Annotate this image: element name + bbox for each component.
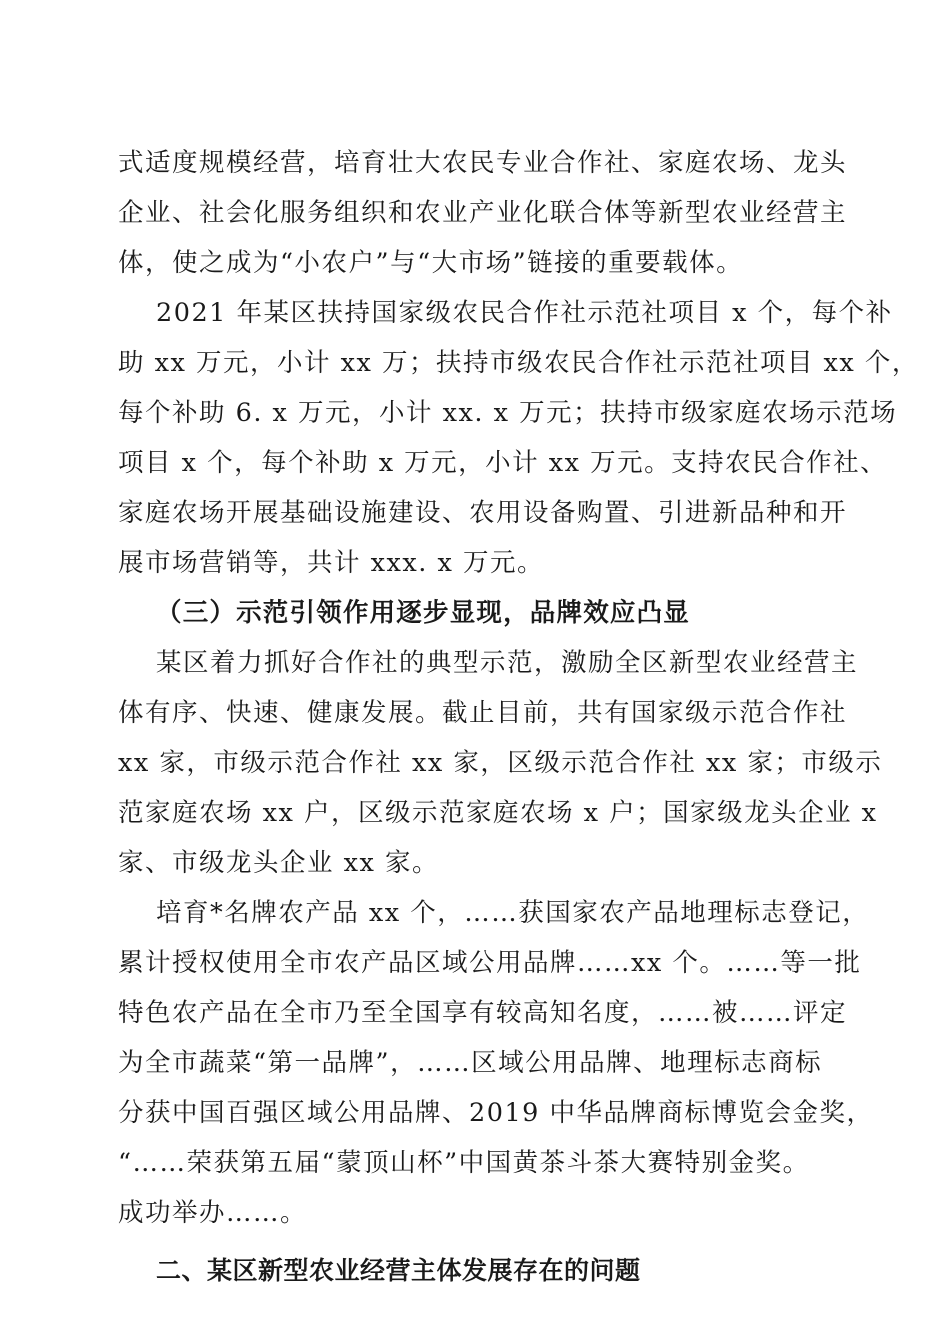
text-line: 式适度规模经营，培育壮大农民专业合作社、家庭农场、龙头 [118,148,848,178]
text-line: “……荣获第五届“蒙顶山杯”中国黄茶斗茶大赛特别金奖。 [118,1148,810,1178]
text-line: 培育*名牌农产品 xx 个，……获国家农产品地理标志登记， [156,898,870,928]
paragraph-2 [118,288,919,588]
text-line: 企业、社会化服务组织和农业产业化联合体等新型农业经营主 [118,198,848,228]
heading-text: 二、某区新型农业经营主体发展存在的问题 [156,1256,641,1285]
text-line: 某区着力抓好合作社的典型示范，激励全区新型农业经营主 [156,648,859,678]
paragraph-1 [118,138,848,288]
text-line: 体有序、快速、健康发展。截止目前，共有国家级示范合作社 [118,698,848,728]
text-line: 成功举办……。 [118,1198,308,1228]
section-heading-2 [118,1246,830,1296]
heading-text: （三）示范引领作用逐步显现，品牌效应凸显 [156,598,691,628]
document-body [118,138,919,1296]
paragraph-4 [118,888,874,1238]
paragraph-3 [118,638,883,888]
text-line: 特色农产品在全市乃至全国享有较高知名度，……被……评定 [118,998,848,1028]
section-heading-3 [118,588,830,638]
text-line: 体，使之成为“小农户”与“大市场”链接的重要载体。 [118,248,744,278]
text-line: xx 家，市级示范合作社 xx 家，区级示范合作社 xx 家；市级示 [118,748,883,778]
text-line: 助 xx 万元，小计 xx 万；扶持市级农民合作社示范社项目 xx 个， [118,348,919,378]
text-line: 为全市蔬菜“第一品牌”，……区域公用品牌、地理标志商标 [118,1048,823,1078]
text-line: 分获中国百强区域公用品牌、2019 中华品牌商标博览会金奖， [118,1098,874,1128]
text-line: 每个补助 6. x 万元，小计 xx. x 万元；扶持市级家庭农场示范场 [118,398,898,428]
text-line: 家、市级龙头企业 xx 家。 [118,848,439,878]
text-line: 2021 年某区扶持国家级农民合作社示范社项目 x 个，每个补 [156,298,893,328]
text-line: 范家庭农场 xx 户，区级示范家庭农场 x 户；国家级龙头企业 x [118,798,878,828]
text-line: 家庭农场开展基础设施建设、农用设备购置、引进新品种和开 [118,498,848,528]
text-line: 展市场营销等，共计 xxx. x 万元。 [118,548,544,578]
text-line: 项目 x 个，每个补助 x 万元，小计 xx 万元。支持农民合作社、 [118,448,888,478]
text-line: 累计授权使用全市农产品区域公用品牌……xx 个。……等一批 [118,948,862,978]
